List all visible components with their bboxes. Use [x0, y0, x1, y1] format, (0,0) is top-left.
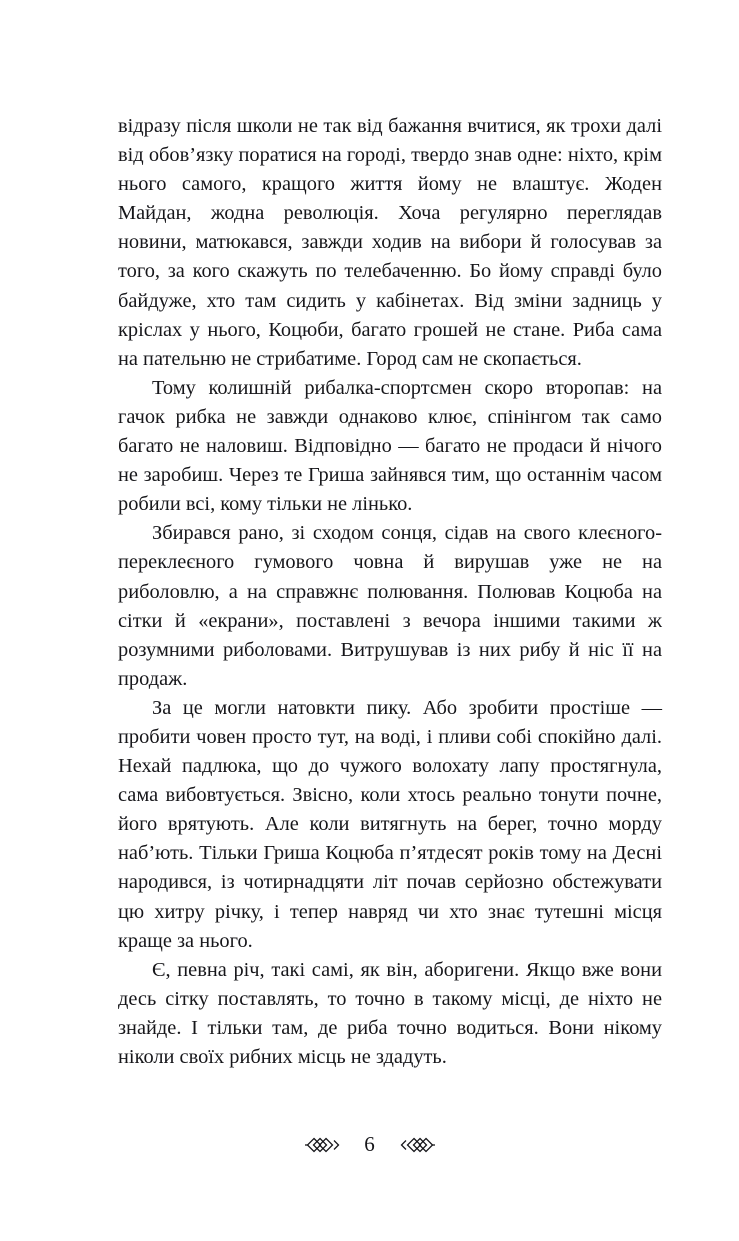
page-footer	[0, 1134, 739, 1155]
paragraph: відразу після школи не так від бажання вчитися, як трохи далі від обов’язку поратися на городі, твердо знав одне: ніхто, крім нього самого, кращого життя йому не влаштує. Жоден Майдан, жодна революція. Хоча регулярно переглядав новини, матюкався, завжди ходив на вибори й голосував за того, за кого скажуть по телебаченню. Бо йому справді було байдуже, хто там сидить у кабінетах. Від зміни задниць у кріслах у нього, Коцюби, багато грошей не стане. Риба сама на пательню не стрибатиме. Город сам не скопається.	[118, 115, 662, 370]
paragraph: Є, певна річ, такі самі, як він, аборигени. Якщо вже вони десь сітку поставлять, то точно в такому місці, де ніхто не знайде. І тільки там, де риба точно водиться. Вони нікому ніколи своїх рибних місць не здадуть.	[118, 958, 662, 1068]
diamond-ornament-right-icon	[399, 1136, 437, 1154]
body-text	[118, 112, 662, 1072]
page-number: 6	[364, 1132, 375, 1156]
paragraph: Тому колишній рибалка-спортсмен скоро второпав: на гачок рибка не завжди однаково клює, спінінгом так само багато не наловиш. Відповідно — багато не продаси й нічого не заробиш. Через те Гриша зайнявся тим, що останнім часом робили всі, кому тільки не лінько.	[118, 376, 662, 516]
paragraph: Збирався рано, зі сходом сонця, сідав на свого клеєного-переклеєного гумового човна й вирушав уже не на риболовлю, а на справжнє полювання. Полював Коцюба на сітки й «екрани», поставлені з вечора іншими такими ж розумними риболовами. Витрушував із них рибу й ніс її на продаж.	[118, 522, 662, 690]
diamond-ornament-left-icon	[303, 1136, 341, 1154]
paragraph: За це могли натовкти пику. Або зробити простіше — пробити човен просто тут, на воді, і пливи собі спокійно далі. Нехай падлюка, що до чужого волохату лапу простягнула, сама вибовтується. Звісно, коли хтось реально тонути почне, його врятують. Але коли витягнуть на берег, точно морду наб’ють. Тільки Гриша Коцюба п’ятдесят років тому на Десні народився, із чотирнадцяти літ почав серйозно обстежувати цю хитру річку, і тепер навряд чи хто знає тутешні місця краще за нього.	[118, 696, 662, 952]
